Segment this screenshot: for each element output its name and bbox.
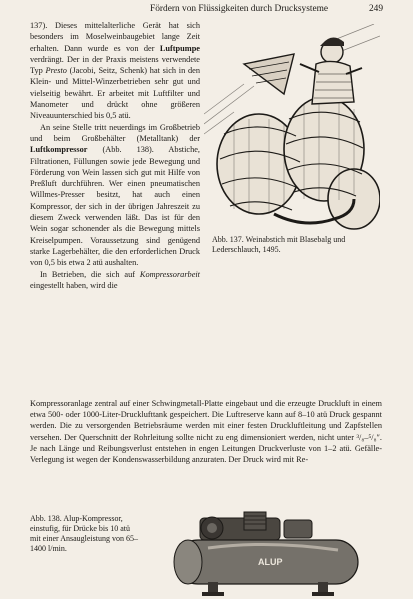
term-presto: Presto <box>45 66 67 76</box>
paragraph-2 <box>30 122 200 269</box>
paragraph-3-continued: Kompressoranlage zentral auf einer Schwingmetall-Platte eingebaut und die erzeugte Druckluft in einem etwa 500- oder 1000-Liter-Drucklufttank gespeichert. Die Luftreserve kann auf 8–10 atü Druck gespannt werden. Die zu versorgenden Betriebsräume werden mit einer festen Druckluftleitung und Zapfstellen versehen. Der Querschnitt der Rohrleitung sollte nicht zu eng dimensioniert werden, nicht unter ³/₈–⁵/₈″. Je nach Länge und Reibungsverlust entstehen in engen Leitungen Druckverluste von 1–2 atü. Gefälle-Verlegung ist wegen der Kondenswasserbildung anzuraten. Der Druck wird mit Re- <box>30 399 382 465</box>
paragraph-3-start <box>30 269 200 292</box>
text-run: verdrängt. Der in der Praxis meistens verwendete Typ <box>30 54 200 76</box>
term-kompressorarbeit: Kompressorarbeit <box>139 269 200 279</box>
wide-text-block <box>30 398 382 465</box>
compressor-figure-138 <box>148 510 388 598</box>
term-luftpumpe: Luftpumpe <box>159 43 200 53</box>
text-run: (Jacobi, Seitz, Schenk) hat sich in den Klein- und Mittel-Winzerbetrieben sehr gut und vielseitig bewährt. Er arbeitet mit Luftfilter und Manometer und drückt ohne größeren Niveauunterschied bis 0,5 atü. <box>30 66 200 121</box>
running-header <box>150 4 383 14</box>
term-luftkompressor: Luftkompressor <box>30 145 88 155</box>
running-title: Fördern von Flüssigkeiten durch Drucksysteme <box>150 4 329 14</box>
text-run: An seine Stelle tritt neuerdings im Großbetrieb und beim Großbehälter (Metalltank) der <box>30 122 200 143</box>
text-run: 137). Dieses mittelalterliche Gerät hat sich besonders im Moselweinbaugebiet lange Zeit erhalten. Dann wurde es von der <box>30 21 200 53</box>
text-run: In Betrieben, die sich auf <box>40 269 140 279</box>
text-run: (Abb. 138). Abstiche, Filtrationen, Füllungen sowie jede Bewegung und Förderung von Wein lassen sich gut mit Hilfe von Preßluft durchführen. Wer einen pneumatischen Willmes-Presser besitzt, hat auch einen Kompressor, der sich in der übrigen Jahreszeit zu diesem Zweck verwenden läßt. Das ist für den Wein sogar schonender als die Bewegung mittels Kreiselpumpen. Voraussetzung sind genügend starke Lagerbehälter, die den erforderlichen Druck von 0,5 bis etwa 2 atü aushalten. <box>30 145 200 268</box>
woodcut-figure-137 <box>204 24 380 232</box>
figure-138-caption: Abb. 138. Alup-Kompressor, einstufig, für Drücke bis 10 atü mit einer Ansaugleistung von 65–1400 l/min. <box>30 514 138 553</box>
tank-brand-lettering: ALUP <box>258 557 283 567</box>
figure-137-caption: Abb. 137. Weinabstich mit Blasebalg und Lederschlauch, 1495. <box>212 235 346 254</box>
text-run: eingestellt haben, wird die <box>30 280 118 290</box>
paragraph-1 <box>30 20 200 122</box>
page-number: 249 <box>368 4 383 14</box>
left-text-column <box>30 20 200 291</box>
